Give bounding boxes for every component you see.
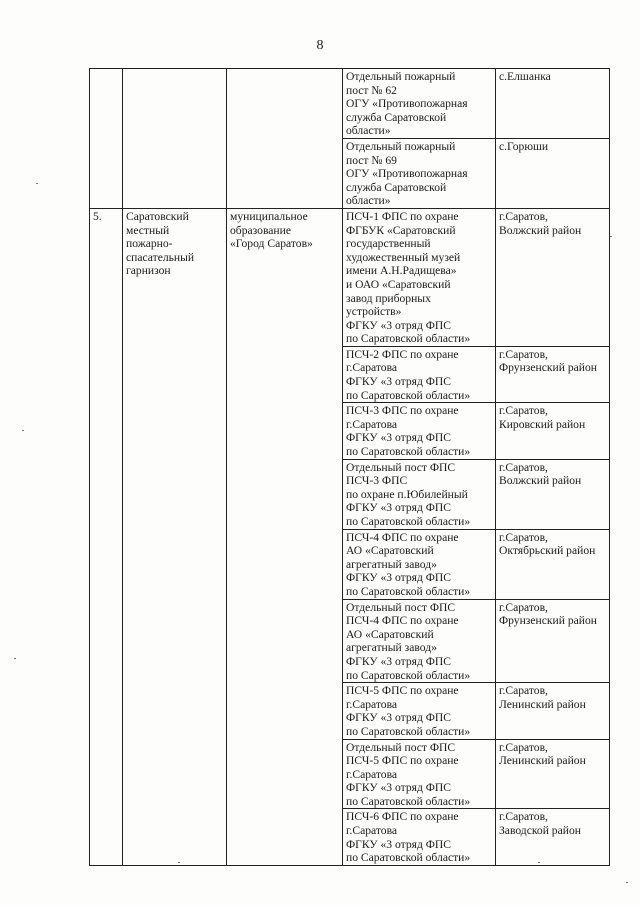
- unit-cell-line: ПСЧ-4 ФПС по охране: [346, 530, 459, 544]
- location-cell-line: г.Саратов,: [499, 684, 548, 698]
- municipality-name: [227, 208, 343, 865]
- unit-cell-line: Отдельный пожарный: [346, 70, 456, 83]
- unit-cell-line: ПСЧ-5 ФПС по охране: [346, 754, 459, 768]
- unit-cell-line: Отдельный пожарный: [346, 139, 456, 153]
- location-cell: [496, 138, 610, 208]
- unit-cell-line: г.Саратова: [346, 767, 398, 781]
- garrison-name-line: местный: [126, 223, 170, 237]
- fire-garrison-table: [89, 68, 610, 866]
- unit-cell-line: завод приборных: [346, 291, 431, 305]
- unit-cell-line: области»: [346, 124, 391, 138]
- unit-cell-line: г.Саратова: [346, 697, 398, 711]
- location-cell-line: г.Саратов,: [499, 530, 548, 544]
- location-cell: [496, 809, 610, 865]
- location-cell: [496, 683, 610, 739]
- location-cell: [496, 599, 610, 683]
- location-cell-line: Волжский район: [499, 223, 582, 237]
- unit-cell-line: ФГКУ «3 отряд ФПС: [346, 431, 452, 445]
- location-cell-line: с.Горюши: [499, 139, 549, 153]
- unit-cell-line: г.Саратова: [346, 824, 398, 838]
- unit-cell-line: по охране п.Юбилейный: [346, 487, 468, 501]
- row-number: 5.: [90, 208, 123, 865]
- location-cell: [496, 69, 610, 139]
- unit-cell-line: Отдельный пост ФПС: [346, 460, 456, 474]
- unit-cell-line: по Саратовской области»: [346, 668, 471, 682]
- location-cell-line: с.Елшанка: [499, 70, 551, 83]
- unit-cell-line: ПСЧ-2 ФПС по охране: [346, 347, 459, 361]
- location-cell-line: г.Саратов,: [499, 404, 548, 418]
- unit-cell: [343, 599, 496, 683]
- location-cell-line: Фрунзенский район: [499, 361, 597, 375]
- unit-cell-line: ПСЧ-4 ФПС по охране: [346, 614, 459, 628]
- location-cell-line: Ленинский район: [499, 697, 586, 711]
- location-cell-line: Октябрьский район: [499, 544, 596, 558]
- unit-cell-line: по Саратовской области»: [346, 584, 471, 598]
- unit-cell-line: ПСЧ-5 ФПС по охране: [346, 684, 459, 698]
- unit-cell-line: имени А.Н.Радищева»: [346, 264, 457, 278]
- table-row: [90, 208, 610, 346]
- unit-cell-line: по Саратовской области»: [346, 445, 471, 459]
- table-row: [90, 69, 610, 139]
- unit-cell-line: служба Саратовской: [346, 180, 447, 194]
- unit-cell-line: по Саратовской области»: [346, 794, 471, 808]
- number-cell: [90, 69, 123, 209]
- unit-cell-line: агрегатный завод»: [346, 641, 437, 655]
- garrison-name-line: пожарно-: [126, 237, 173, 251]
- location-cell-line: г.Саратов,: [499, 810, 548, 824]
- unit-cell-line: государственный: [346, 237, 431, 251]
- unit-cell-line: ФГКУ «3 отряд ФПС: [346, 711, 452, 725]
- garrison-name-line: гарнизон: [126, 264, 171, 278]
- location-cell-line: Фрунзенский район: [499, 614, 597, 628]
- unit-cell: [343, 739, 496, 809]
- location-cell-line: г.Саратов,: [499, 740, 548, 754]
- garrison-name-line: Саратовский: [126, 209, 189, 223]
- unit-cell: [343, 809, 496, 865]
- location-cell: [496, 208, 610, 346]
- scan-speck: [22, 430, 24, 431]
- unit-cell-line: ПСЧ-3 ФПС по охране: [346, 404, 459, 418]
- unit-cell-line: служба Саратовской: [346, 110, 447, 124]
- garrison-name: [123, 208, 227, 865]
- garrison-cell: [123, 69, 227, 209]
- location-cell-line: г.Саратов,: [499, 460, 548, 474]
- location-cell-line: г.Саратов,: [499, 600, 548, 614]
- unit-cell-line: АО «Саратовский: [346, 544, 434, 558]
- unit-cell-line: ФГКУ «3 отряд ФПС: [346, 837, 452, 851]
- unit-cell: [343, 683, 496, 739]
- municipality-name-line: муниципальное: [230, 209, 308, 223]
- location-cell-line: Ленинский район: [499, 754, 586, 768]
- scan-speck: [178, 862, 180, 863]
- unit-cell-line: агрегатный завод»: [346, 557, 437, 571]
- location-cell-line: Волжский район: [499, 474, 582, 488]
- scan-speck: [14, 658, 16, 659]
- unit-cell-line: по Саратовской области»: [346, 515, 471, 528]
- unit-cell-line: пост № 69: [346, 153, 397, 167]
- unit-cell-line: художественный музей: [346, 250, 461, 264]
- location-cell: [496, 529, 610, 599]
- unit-cell-line: ФГКУ «3 отряд ФПС: [346, 571, 452, 585]
- location-cell-line: г.Саратов,: [499, 347, 548, 361]
- unit-cell-line: Отдельный пост ФПС: [346, 740, 456, 754]
- unit-cell-line: АО «Саратовский: [346, 627, 434, 641]
- unit-cell-line: по Саратовской области»: [346, 332, 471, 346]
- unit-cell-line: ФГКУ «3 отряд ФПС: [346, 318, 452, 332]
- unit-cell-line: пост № 62: [346, 83, 397, 97]
- unit-cell-line: области»: [346, 194, 391, 208]
- unit-cell: [343, 346, 496, 402]
- unit-cell-line: по Саратовской области»: [346, 851, 471, 865]
- municipality-cell: [227, 69, 343, 209]
- unit-cell-line: ФГБУК «Саратовский: [346, 223, 456, 237]
- unit-cell-line: по Саратовской области»: [346, 388, 471, 402]
- unit-cell: [343, 69, 496, 139]
- location-cell-line: Заводской район: [499, 824, 581, 838]
- unit-cell-line: устройств»: [346, 305, 402, 319]
- unit-cell-line: ПСЧ-3 ФПС: [346, 474, 408, 488]
- unit-cell-line: г.Саратова: [346, 417, 398, 431]
- unit-cell-line: г.Саратова: [346, 361, 398, 375]
- municipality-name-line: «Город Саратов»: [230, 237, 313, 251]
- unit-cell: [343, 459, 496, 529]
- unit-cell-line: ПСЧ-1 ФПС по охране: [346, 209, 459, 223]
- unit-cell-line: ПСЧ-6 ФПС по охране: [346, 810, 459, 824]
- unit-cell-line: ОГУ «Противопожарная: [346, 167, 468, 181]
- scan-speck: [36, 183, 38, 184]
- scan-speck: [626, 882, 628, 883]
- unit-cell-line: Отдельный пост ФПС: [346, 600, 456, 614]
- location-cell: [496, 739, 610, 809]
- unit-cell: [343, 403, 496, 459]
- location-cell: [496, 346, 610, 402]
- unit-cell-line: ОГУ «Противопожарная: [346, 97, 468, 111]
- location-cell: [496, 459, 610, 529]
- unit-cell-line: и ОАО «Саратовский: [346, 277, 451, 291]
- unit-cell-line: ФГКУ «3 отряд ФПС: [346, 654, 452, 668]
- scan-speck: [538, 862, 540, 863]
- location-cell: [496, 403, 610, 459]
- unit-cell-line: ФГКУ «3 отряд ФПС: [346, 781, 452, 795]
- municipality-name-line: образование: [230, 223, 291, 237]
- unit-cell: [343, 208, 496, 346]
- unit-cell: [343, 529, 496, 599]
- location-cell-line: Кировский район: [499, 417, 586, 431]
- location-cell-line: г.Саратов,: [499, 209, 548, 223]
- scan-speck: [610, 236, 612, 237]
- unit-cell-line: ФГКУ «3 отряд ФПС: [346, 501, 452, 515]
- unit-cell-line: ФГКУ «3 отряд ФПС: [346, 375, 452, 389]
- garrison-name-line: спасательный: [126, 250, 195, 264]
- page-number: 8: [316, 38, 324, 53]
- unit-cell-line: по Саратовской области»: [346, 724, 471, 738]
- unit-cell: [343, 138, 496, 208]
